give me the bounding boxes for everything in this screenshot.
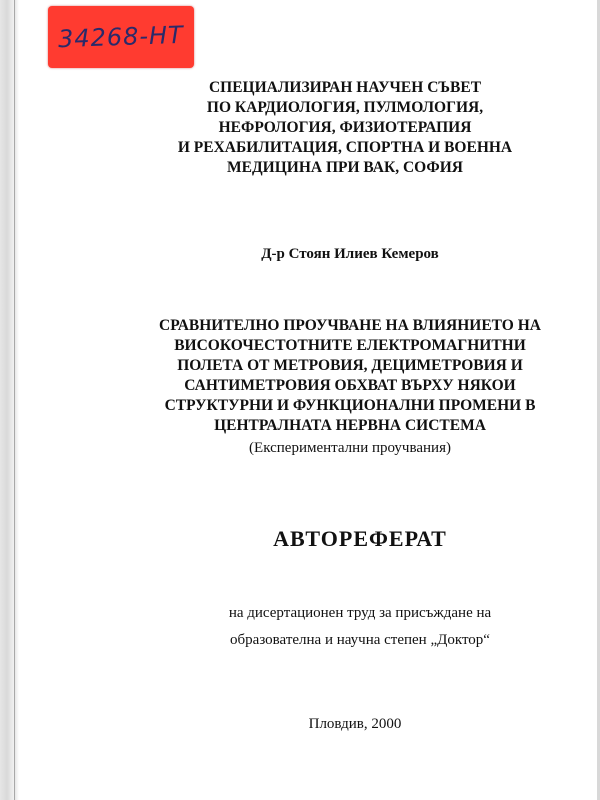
council-line: ПО КАРДИОЛОГИЯ, ПУЛМОЛОГИЯ, — [206, 99, 484, 116]
dissertation-title — [100, 316, 600, 436]
title-line: ПОЛЕТА ОТ МЕТРОВИЯ, ДЕЦИМЕТРОВИЯ И — [177, 357, 523, 374]
stamp-code: 34268-НТ — [57, 20, 185, 54]
degree-purpose — [150, 600, 570, 654]
purpose-line: на дисертационен труд за присъждане на — [228, 605, 492, 621]
document-heading: АВТОРЕФЕРАТ — [273, 526, 447, 551]
scientific-council-header — [110, 78, 580, 178]
title-line: ЦЕНТРАЛНАТА НЕРВНА СИСТЕМА — [214, 417, 486, 434]
binding-edge — [0, 0, 15, 800]
title-line: СТРУКТУРНИ И ФУНКЦИОНАЛНИ ПРОМЕНИ В — [164, 397, 536, 414]
title-line: ВИСОКОЧЕСТОТНИТЕ ЕЛЕКТРОМАГНИТНИ — [174, 337, 526, 354]
council-line: НЕФРОЛОГИЯ, ФИЗИОТЕРАПИЯ — [218, 119, 472, 136]
council-line: СПЕЦИАЛИЗИРАН НАУЧЕН СЪВЕТ — [208, 79, 482, 96]
dissertation-subtitle: (Експериментални проучвания) — [249, 440, 451, 456]
title-line: СРАВНИТЕЛНО ПРОУЧВАНЕ НА ВЛИЯНИЕТО НА — [159, 317, 541, 334]
title-line: САНТИМЕТРОВИЯ ОБХВАТ ВЪРХУ НЯКОИ — [184, 377, 516, 394]
council-line: МЕДИЦИНА ПРИ ВАК, СОФИЯ — [227, 159, 463, 176]
place-and-year: Пловдив, 2000 — [308, 716, 402, 732]
purpose-line: образователна и научна степен „Доктор“ — [230, 632, 490, 648]
library-stamp — [48, 6, 194, 68]
council-line: И РЕХАБИЛИТАЦИЯ, СПОРТНА И ВОЕННА — [177, 139, 513, 156]
author-name: Д-р Стоян Илиев Кемеров — [261, 246, 439, 262]
